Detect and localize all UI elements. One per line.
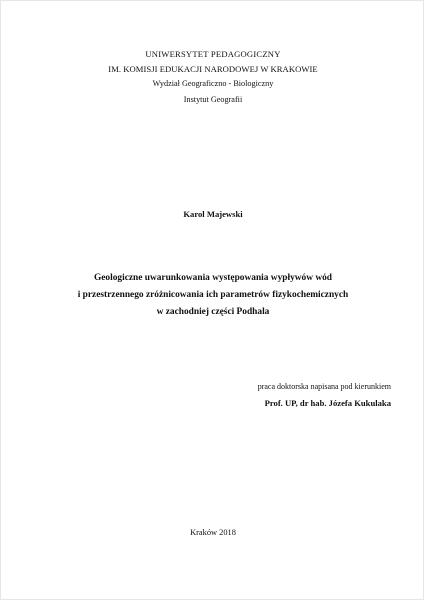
- thesis-title-line-1: Geologiczne uwarunkowania występowania wypływów wód: [93, 273, 333, 283]
- place-and-year: Kraków 2018: [190, 528, 236, 537]
- thesis-title-line-2: i przestrzennego zróżnicowania ich parametrów fizykochemicznych: [77, 290, 349, 300]
- university-full-name: IM. KOMISJI EDUKACJI NARODOWEJ W KRAKOWIE: [108, 64, 318, 74]
- supervision-note: praca doktorska napisana pod kierunkiem: [257, 382, 391, 391]
- supervisor-name: Prof. UP, dr hab. Józefa Kukulaka: [264, 398, 391, 408]
- faculty-name: Wydział Geograficzno - Biologiczny: [152, 79, 274, 88]
- institute-name: Instytut Geografii: [183, 95, 243, 104]
- author-name: Karol Majewski: [183, 209, 243, 219]
- thesis-title-line-3: w zachodniej części Podhala: [156, 307, 270, 317]
- university-name: UNIWERSYTET PEDAGOGICZNY: [145, 49, 281, 59]
